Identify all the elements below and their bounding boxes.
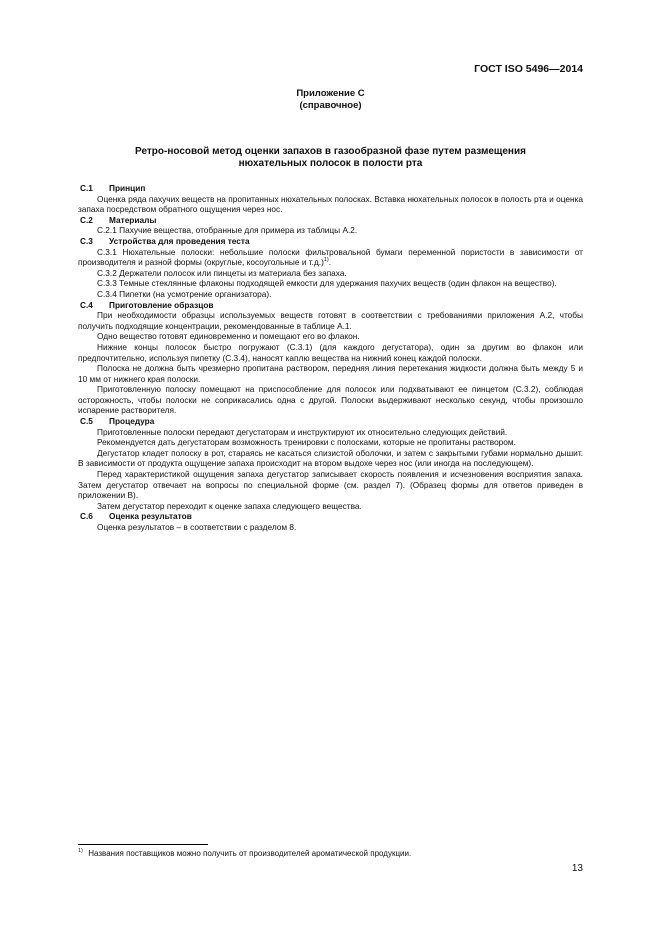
section-heading-c4: С.4 Приготовление образцов [80, 299, 214, 310]
paragraph: С.3.2 Держатели полосок или пинцеты из материала без запаха. [97, 267, 347, 278]
paragraph: Оценка ряда пахучих веществ на пропитанных нюхательных полосках. Вставка нюхательных полосок в полость рта и оценка запаха посредством обратного ощущения через нос. [78, 193, 583, 215]
paragraph: При необходимости образцы используемых веществ готовят в соответствии с требованиями приложения А.2, чтобы получить подходящие концентрации, рекомендованные в таблице А.1. [78, 310, 583, 331]
annex-heading [0, 88, 661, 112]
footnote-reference: 1) [323, 257, 329, 264]
document-body [78, 183, 583, 533]
paragraph: Приготовленные полоски передают дегустаторам и инструктируют их относительно следующих действий. [97, 426, 508, 437]
footnote: $^{1)}$ Названия поставщиков можно получить от производителей ароматической продукции. [78, 848, 412, 858]
footnote-text: Названия поставщиков можно получить от производителей ароматической продукции. [88, 849, 412, 858]
section-heading-c1: С.1 Принцип [80, 183, 146, 193]
annex-main-title [78, 146, 583, 170]
title-line-1: Ретро-носовой метод оценки запахов в газообразной фазе путем размещения [135, 146, 526, 157]
paragraph: С.3.4 Пипетки (на усмотрение организатора). [97, 288, 272, 299]
section-heading-c3: С.3 Устройства для проведения теста [80, 235, 250, 246]
document-header-id: ГОСТ ISO 5496—2014 [474, 63, 583, 75]
section-heading-c5: С.5 Процедура [80, 416, 155, 427]
paragraph: Приготовленную полоску помещают на приспособление для полосок или подхватывают ее пинцетом (С.3.2), соблюдая осторожность, чтобы полоски не соприкасались одна с другой. Полоски выдерживают несколько секунд, чтобы произошло испарение растворителя. [78, 384, 583, 416]
footnote-divider [78, 844, 208, 845]
paragraph: Оценка результатов – в соответствии с разделом 8. [97, 522, 297, 532]
paragraph: Перед характеристикой ощущения запаха дегустатор записывает скорость появления и исчезновения восприятия запаха. Затем дегустатор отвечает на вопросы по специальной форме (см. раздел 7). (Образец формы для ответов приведен в приложении В). [78, 469, 583, 501]
section-heading-c2: С.2 Материалы [80, 214, 157, 225]
title-line-2: нюхательных полосок в полости рта [238, 158, 423, 169]
annex-title: Приложение С [296, 88, 365, 99]
annex-subtitle: (справочное) [299, 100, 362, 111]
paragraph: Затем дегустатор переходит к оценке запаха следующего вещества. [97, 500, 362, 511]
paragraph: С.2.1 Пахучие вещества, отобранные для примера из таблицы А.2. [97, 225, 358, 236]
paragraph: Одно вещество готовят единовременно и помещают его во флакон. [97, 331, 360, 342]
paragraph: Дегустатор кладет полоску в рот, стараясь не касаться слизистой оболочки, и затем с закрытыми губами нормально дышит. В зависимости от продукта ощущение запаха происходит на втором выдохе через нос (или иногда на последующем). [78, 447, 583, 469]
page-number: 13 [571, 863, 583, 874]
paragraph: С.3.3 Темные стеклянные флаконы подходящей емкости для удержания пахучих веществ (один флакон на вещество). [97, 278, 557, 289]
paragraph: Полоска не должна быть чрезмерно пропитана раствором, передняя линия перетекания жидкости должна быть между 5 и 10 мм от нижнего края полоски. [78, 363, 583, 384]
paragraph: Рекомендуется дать дегустаторам возможность тренировки с полосками, которые не пропитаны раствором. [97, 437, 516, 448]
paragraph: Нижние концы полосок быстро погружают (С.3.1) (для каждого дегустатора), один за другим во флакон или предпочтительно, используя пипетку (С.3.4), наносят каплю вещества на нижний конец каждой полоски. [78, 341, 583, 363]
section-heading-c6: С.6 Оценка результатов [80, 511, 192, 522]
paragraph: С.3.1 Нюхательные полоски: небольшие полоски фильтровальной бумаги переменной пористости в зависимости от производителя и разной формы (округлые, косоугольные и т.д.)$^{1)}$. [78, 246, 583, 268]
